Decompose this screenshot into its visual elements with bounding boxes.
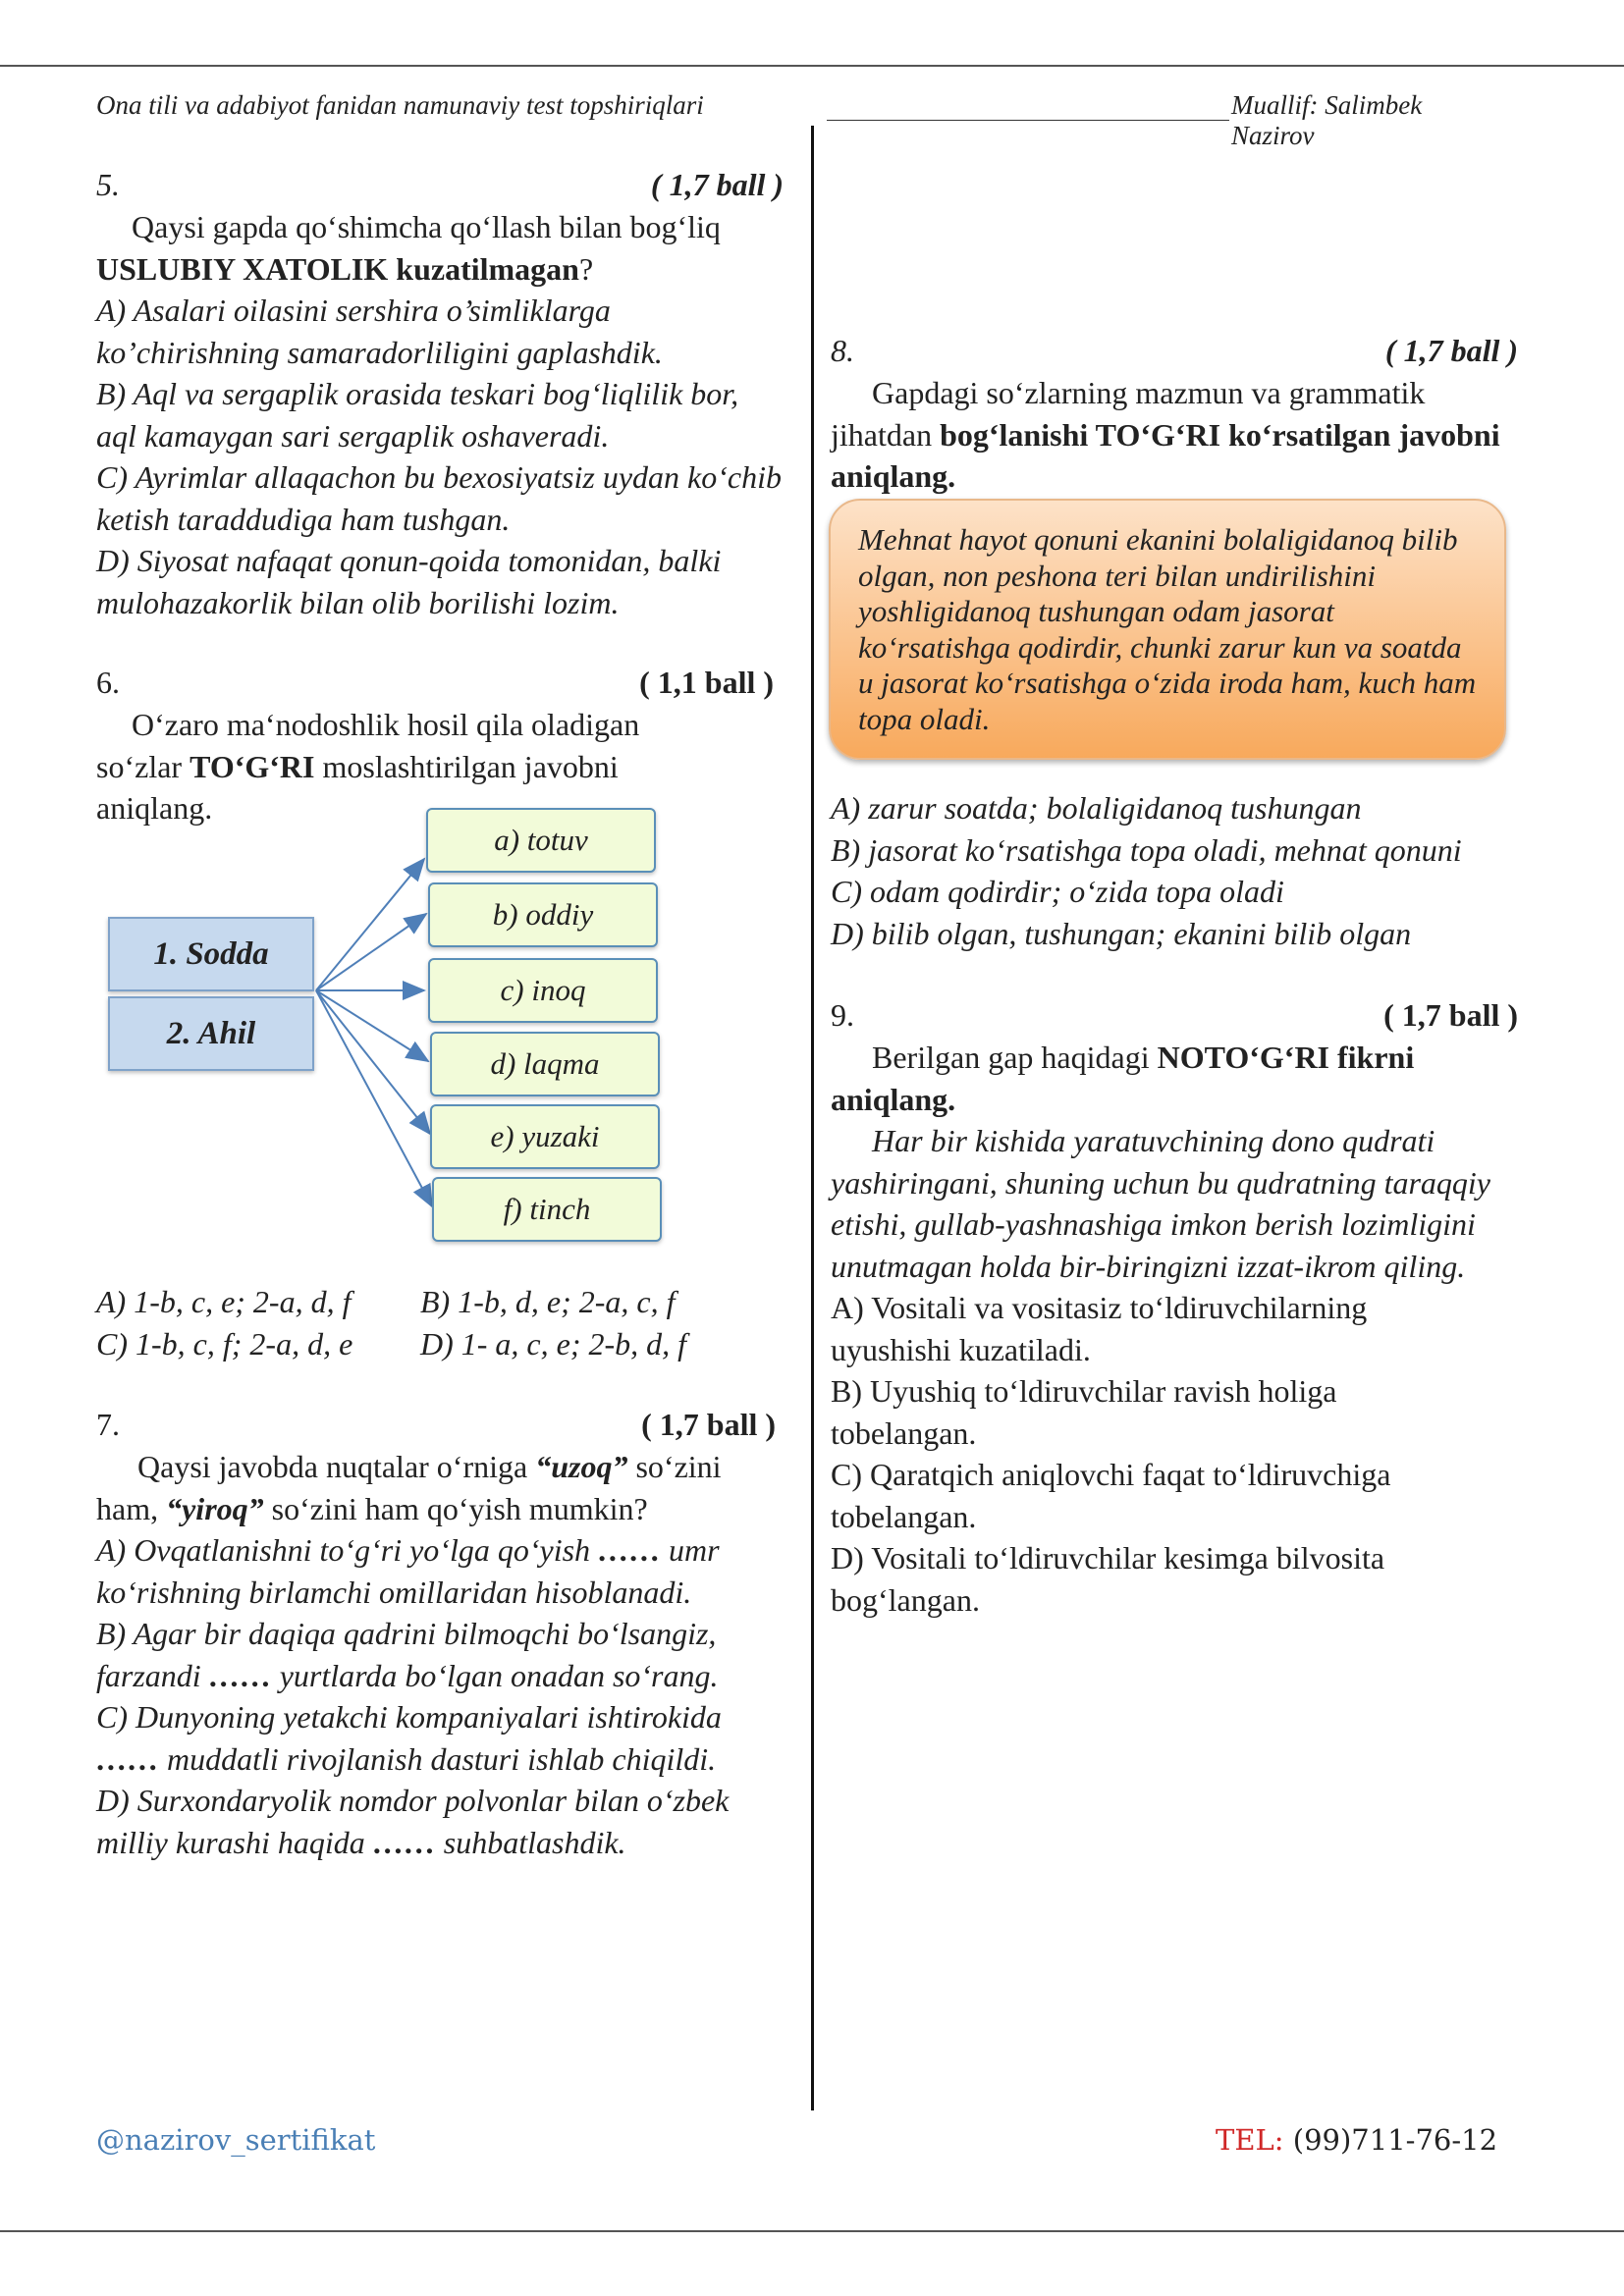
question-8-option-b[interactable]: B) jasorat ko‘rsatishga topa oladi, mehnat qonuni [831, 831, 1462, 868]
question-9-header [831, 994, 1518, 1037]
question-7 [96, 1404, 788, 1863]
option-c-end: muddatli rivojlanish dasturi ishlab chiqildi. [159, 1740, 717, 1777]
question-7-word-2: “yiroq” [166, 1490, 264, 1526]
column-divider [811, 126, 814, 2110]
question-6-option-d[interactable]: D) 1- a, c, e; 2-b, d, f [420, 1326, 687, 1362]
question-9-points: ( 1,7 ball ) [1383, 997, 1518, 1033]
question-5-stem-mark: ? [578, 250, 594, 287]
question-8-option-a[interactable]: A) zarur soatda; bolaligidanoq tushungan [831, 790, 1362, 826]
option-b-start: B) Agar bir daqiqa qadrini bilmoqchi bo‘lsangiz, farzandi [96, 1616, 717, 1693]
right-item-f: f) tinch [432, 1177, 662, 1242]
question-7-option-d[interactable] [96, 1780, 788, 1863]
footer-tel-label: TEL: [1216, 2123, 1284, 2157]
option-a-start: A) Ovqatlanishni to‘g‘ri yo‘lga qo‘yish [96, 1532, 599, 1568]
right-item-c: c) inoq [428, 958, 658, 1023]
question-7-stem [96, 1446, 788, 1529]
arrow-to-f [316, 990, 432, 1206]
header-underline [827, 120, 1229, 121]
arrow-to-d [316, 990, 428, 1061]
question-5-stem [96, 206, 784, 290]
option-c-dots: …… [96, 1740, 159, 1777]
question-6-stem-end: moslashtirilgan javobni aniqlang. [96, 748, 619, 826]
option-d-start: D) Surxondaryolik nomdor polvonlar bilan o‘zbek milliy kurashi haqida [96, 1783, 730, 1860]
question-9-option-c[interactable]: C) Qaratqich aniqlovchi faqat to‘ldiruvchiga tobelangan. [831, 1457, 1391, 1534]
question-8-stem-text: Gapdagi so‘zlarning mazmun va grammatik jihatdan [831, 375, 1426, 453]
question-6-header [96, 662, 774, 704]
question-7-option-a[interactable] [96, 1529, 788, 1613]
question-9 [831, 994, 1518, 1621]
left-item-1: 1. Sodda [108, 917, 314, 991]
question-7-points: ( 1,7 ball ) [641, 1407, 776, 1442]
question-5-stem-text: Qaysi gapda qo‘shimcha qo‘llash bilan bog‘liq [132, 209, 721, 244]
option-c-start: C) Dunyoning yetakchi kompaniyalari ishtirokida [96, 1699, 722, 1735]
bottom-rule [0, 2230, 1624, 2232]
question-8-option-c[interactable]: C) odam qodirdir; o‘zida topa oladi [831, 874, 1284, 909]
top-rule [0, 65, 1624, 67]
question-6-number: 6. [96, 665, 120, 700]
question-5-option-d[interactable]: D) Siyosat nafaqat qonun-qoida tomonidan, balki mulohazakorlik bilan olib borilishi lozim. [96, 543, 722, 620]
question-9-number: 9. [831, 997, 854, 1033]
question-6-stem-bold: TO‘G‘RI [189, 748, 315, 784]
question-9-stem [831, 1037, 1439, 1120]
question-8-number: 8. [831, 333, 854, 368]
question-8-stem [831, 372, 1518, 498]
question-6-points: ( 1,1 ball ) [639, 665, 774, 700]
question-5-number: 5. [96, 167, 120, 202]
question-6-options [96, 1281, 784, 1365]
question-9-option-d[interactable]: D) Vositali to‘ldiruvchilar kesimga bilvosita bog‘langan. [831, 1540, 1385, 1618]
question-7-stem-end: so‘zini ham qo‘yish mumkin? [263, 1490, 648, 1526]
right-item-e: e) yuzaki [430, 1104, 660, 1169]
question-7-header [96, 1404, 788, 1446]
question-9-stem-text: Berilgan gap haqidagi [872, 1040, 1158, 1075]
footer-tel-number: (99)711-76-12 [1283, 2123, 1498, 2157]
question-8 [831, 330, 1518, 498]
question-5-option-b[interactable]: B) Aql va sergaplik orasida teskari bog‘liqlilik bor, aql kamaygan sari sergaplik oshaveradi. [96, 376, 739, 454]
question-7-number: 7. [96, 1407, 120, 1442]
header-author: Muallif: Salimbek Nazirov [1231, 90, 1423, 150]
question-8-text-box: Mehnat hayot qonuni ekanini bolaligidanoq bilib olgan, non peshona teri bilan undirilishini yoshligidanoq tushungan odam jasorat ko‘rsatishga qodirdir, chunki zarur kun va soatda u jasorat ko‘rsatishga o‘zida iroda ham, kuch ham topa oladi. [829, 499, 1506, 760]
right-item-a: a) totuv [426, 808, 656, 873]
option-b-end: yurtlarda bo‘lgan onadan so‘rang. [271, 1657, 719, 1693]
question-5-stem-bold: USLUBIY XATOLIK kuzatilmagan [96, 250, 579, 287]
option-a-dots: …… [598, 1532, 662, 1568]
question-9-option-b[interactable]: B) Uyushiq to‘ldiruvchilar ravish holiga tobelangan. [831, 1373, 1337, 1451]
question-8-option-d[interactable]: D) bilib olgan, tushungan; ekanini bilib olgan [831, 915, 1412, 951]
question-9-option-a[interactable]: A) Vositali va vositasiz to‘ldiruvchilarning uyushishi kuzatiladi. [831, 1290, 1368, 1367]
question-7-option-c[interactable] [96, 1696, 788, 1780]
question-6-option-b[interactable]: B) 1-b, d, e; 2-a, c, f [420, 1284, 676, 1319]
right-item-b: b) oddiy [428, 882, 658, 947]
arrow-to-a [316, 859, 424, 990]
header-title: Ona tili va adabiyot fanidan namunaviy test topshiriqlari [96, 90, 704, 120]
question-8-options [831, 787, 1518, 954]
matching-diagram [108, 808, 668, 1255]
question-6-option-c[interactable]: C) 1-b, c, f; 2-a, d, e [96, 1326, 353, 1362]
question-5-header [96, 164, 784, 206]
question-6 [96, 662, 774, 829]
question-7-stem-text: Qaysi javobda nuqtalar o‘rniga [137, 1449, 536, 1484]
option-a-end: umr ko‘rishning birlamchi omillaridan hisoblanadi. [96, 1532, 720, 1610]
question-5 [96, 164, 784, 623]
page-header [96, 90, 1471, 150]
question-9-sentence: Har bir kishida yaratuvchining dono qudrati yashiringani, shuning uchun bu qudratning taraqqiy etishi, gullab-yashnashiga imkon berish lozimligini unutmagan holda bir-biringizni izzat-ikrom qiling. [831, 1123, 1490, 1284]
footer-phone [1216, 2123, 1497, 2157]
option-d-end: suhbatlashdik. [435, 1824, 626, 1860]
question-7-word-1: “uzoq” [535, 1449, 628, 1484]
footer-handle: @nazirov_sertifikat [96, 2123, 376, 2157]
arrow-to-e [316, 990, 430, 1134]
question-7-stem-mid: so‘zini ham, [96, 1449, 722, 1526]
question-6-stem-text: O‘zaro ma‘nodoshlik hosil qila oladigan so‘zlar [96, 707, 640, 784]
question-9-stem-bold: NOTO‘G‘RI fikrni aniqlang. [831, 1040, 1415, 1117]
left-item-2: 2. Ahil [108, 996, 314, 1071]
arrow-to-b [316, 914, 426, 990]
question-8-header [831, 330, 1518, 372]
question-5-option-a[interactable]: A) Asalari oilasini sershira o’simliklarga ko’chirishning samaradorliligini gaplashdik. [96, 293, 663, 370]
question-7-option-b[interactable] [96, 1613, 788, 1696]
question-5-option-c[interactable]: C) Ayrimlar allaqachon bu bexosiyatsiz uydan ko‘chib ketish taraddudiga ham tushgan. [96, 459, 782, 537]
option-d-dots: …… [372, 1824, 436, 1860]
question-8-stem-bold: bog‘lanishi TO‘G‘RI ko‘rsatilgan javobni aniqlang. [831, 416, 1500, 494]
right-item-d: d) laqma [430, 1032, 660, 1096]
option-b-dots: …… [208, 1657, 272, 1693]
question-5-points: ( 1,7 ball ) [650, 167, 784, 202]
question-6-option-a[interactable]: A) 1-b, c, e; 2-a, d, f [96, 1284, 352, 1319]
question-8-points: ( 1,7 ball ) [1384, 333, 1518, 368]
